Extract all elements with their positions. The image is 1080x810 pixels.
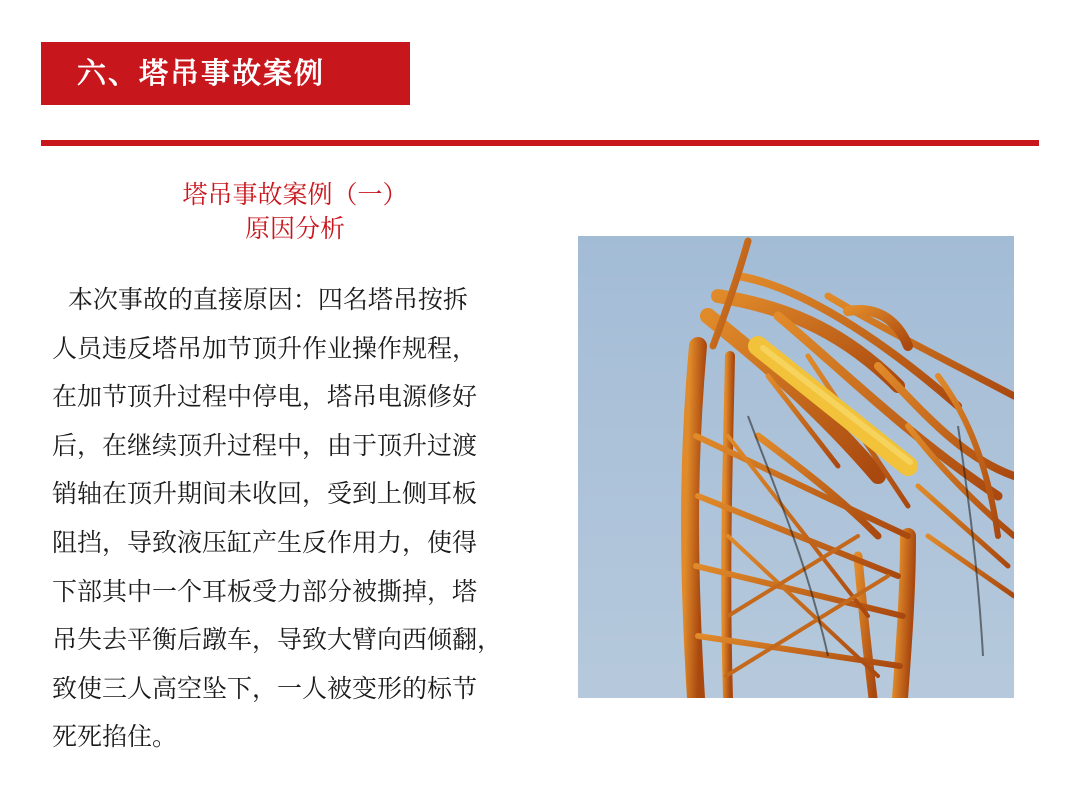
subtitle-line-2: 原因分析: [244, 214, 345, 243]
body-line: 下部其中一个耳板受力部分被撕掉，塔: [52, 576, 478, 606]
collapsed-tower-crane-photo: [578, 236, 1014, 698]
body-line: 人员违反塔吊加节顶升作业操作规程，: [52, 333, 478, 363]
cause-analysis-text: [52, 276, 522, 762]
body-line: 死死掐住。: [52, 722, 178, 752]
subtitle-line-1: 塔吊事故案例（一）: [182, 180, 408, 209]
case-subtitle: [150, 178, 440, 246]
body-line: 后，在继续顶升过程中，由于顶升过渡: [52, 430, 478, 460]
section-title-banner: 六、塔吊事故案例: [41, 42, 410, 105]
body-line: 销轴在顶升期间未收回，受到上侧耳板: [52, 479, 478, 509]
body-line: 吊失去平衡后蹾车，导致大臂向西倾翻，: [52, 625, 503, 655]
body-line: 致使三人高空坠下，一人被变形的标节: [52, 673, 478, 703]
body-line: 在加节顶升过程中停电，塔吊电源修好: [52, 382, 478, 412]
body-line: 阻挡，导致液压缸产生反作用力，使得: [52, 527, 478, 557]
body-line: 本次事故的直接原因：四名塔吊按拆: [52, 285, 468, 314]
header-divider: [41, 140, 1039, 146]
